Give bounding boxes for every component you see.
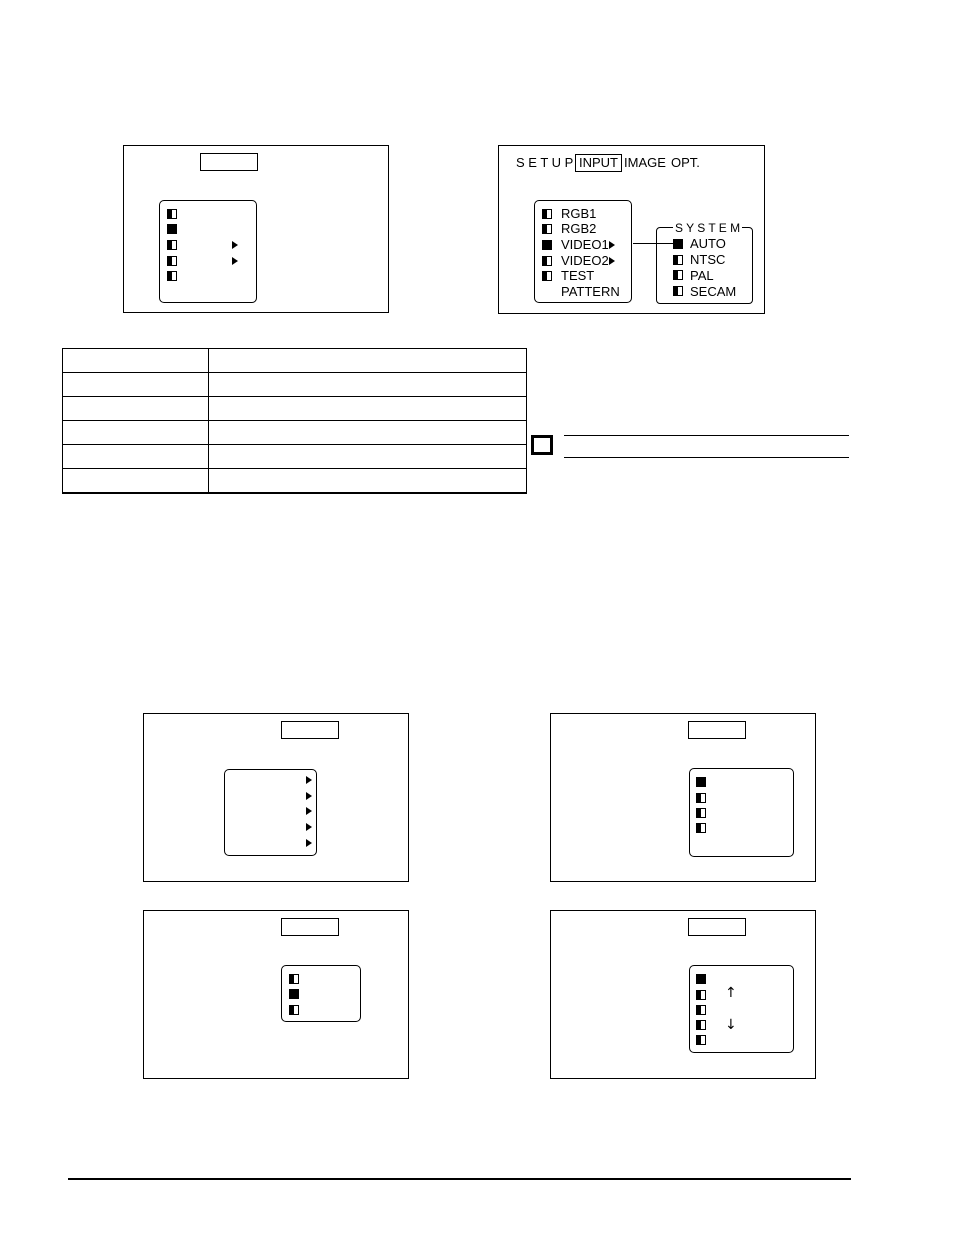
checkbox-icon[interactable] (289, 1005, 299, 1015)
submenu-arrow-icon (609, 257, 615, 265)
menu-panel-6 (550, 910, 816, 1079)
checkbox-icon[interactable] (696, 1005, 706, 1015)
table-row (63, 469, 527, 494)
tab-setup[interactable]: S E T U P (516, 155, 574, 170)
table-row (63, 397, 527, 421)
panel-4-tab-box (688, 721, 746, 739)
panel-5-tab-box (281, 918, 339, 936)
checkbox-icon[interactable] (542, 224, 552, 234)
checkbox-icon[interactable] (542, 209, 552, 219)
menu-panel-4 (550, 713, 816, 882)
checkbox-icon[interactable] (673, 286, 683, 296)
panel-5-menu (281, 965, 361, 1022)
input-item-pattern: PATTERN (561, 284, 620, 299)
system-option-secam[interactable]: SECAM (690, 284, 737, 299)
system-option-pal[interactable]: PAL (690, 268, 714, 283)
tab-input[interactable]: INPUT (575, 154, 622, 172)
checkbox-icon[interactable] (696, 808, 706, 818)
panel-6-menu (689, 965, 794, 1053)
tab-opt[interactable]: OPT. (671, 155, 700, 170)
submenu-arrow-icon (306, 776, 312, 784)
menu-panel-1 (123, 145, 389, 313)
submenu-arrow-icon (306, 839, 312, 847)
panel-6-tab-box (688, 918, 746, 936)
checkbox-icon[interactable] (167, 209, 177, 219)
panel-4-menu (689, 768, 794, 857)
panel-3-menu (224, 769, 317, 856)
table-row (63, 349, 527, 373)
input-item-video1[interactable]: VIDEO1 (561, 237, 609, 252)
checkbox-icon[interactable] (696, 823, 706, 833)
checkbox-icon[interactable] (673, 270, 683, 280)
panel-3-tab-box (281, 721, 339, 739)
checkbox-icon[interactable] (673, 239, 683, 249)
checkbox-icon[interactable] (542, 256, 552, 266)
input-item-rgb1[interactable]: RGB1 (561, 206, 597, 221)
checkbox-icon[interactable] (696, 1020, 706, 1030)
checkbox-icon[interactable] (542, 240, 552, 250)
checkbox-icon[interactable] (696, 1035, 706, 1045)
checkbox-icon[interactable] (696, 777, 706, 787)
input-item-video2[interactable]: VIDEO2 (561, 253, 609, 268)
tab-image[interactable]: IMAGE (624, 155, 666, 170)
input-list-menu (534, 200, 632, 303)
note-bottom-rule (564, 457, 849, 458)
menu-panel-3 (143, 713, 409, 882)
input-item-test[interactable]: TEST (561, 268, 595, 283)
checkbox-icon[interactable] (167, 224, 177, 234)
submenu-arrow-icon (232, 241, 238, 249)
submenu-arrow-icon (306, 792, 312, 800)
system-option-auto[interactable]: AUTO (690, 236, 726, 251)
system-title: S Y S T E M (675, 221, 741, 235)
checkbox-icon[interactable] (673, 255, 683, 265)
panel-1-tab-box (200, 153, 258, 171)
note-square-icon (531, 435, 553, 455)
footer-rule (68, 1178, 851, 1180)
checkbox-icon[interactable] (167, 240, 177, 250)
checkbox-icon[interactable] (289, 989, 299, 999)
panel-1-menu (159, 200, 257, 303)
submenu-arrow-icon (306, 823, 312, 831)
system-option-ntsc[interactable]: NTSC (690, 252, 726, 267)
checkbox-icon[interactable] (542, 271, 552, 281)
submenu-arrow-icon (306, 807, 312, 815)
up-arrow-icon: ↑ (725, 985, 737, 1001)
checkbox-icon[interactable] (696, 793, 706, 803)
spec-table (62, 348, 527, 494)
table-row (63, 445, 527, 469)
checkbox-icon[interactable] (289, 974, 299, 984)
menu-panel-5 (143, 910, 409, 1079)
submenu-arrow-icon (232, 257, 238, 265)
note-top-rule (564, 435, 849, 436)
checkbox-icon[interactable] (167, 271, 177, 281)
checkbox-icon[interactable] (696, 974, 706, 984)
input-item-rgb2[interactable]: RGB2 (561, 221, 597, 236)
table-row (63, 421, 527, 445)
setup-input-panel (498, 145, 765, 314)
submenu-arrow-icon (609, 241, 615, 249)
checkbox-icon[interactable] (696, 990, 706, 1000)
checkbox-icon[interactable] (167, 256, 177, 266)
down-arrow-icon: ↓ (725, 1017, 737, 1033)
table-row (63, 373, 527, 397)
